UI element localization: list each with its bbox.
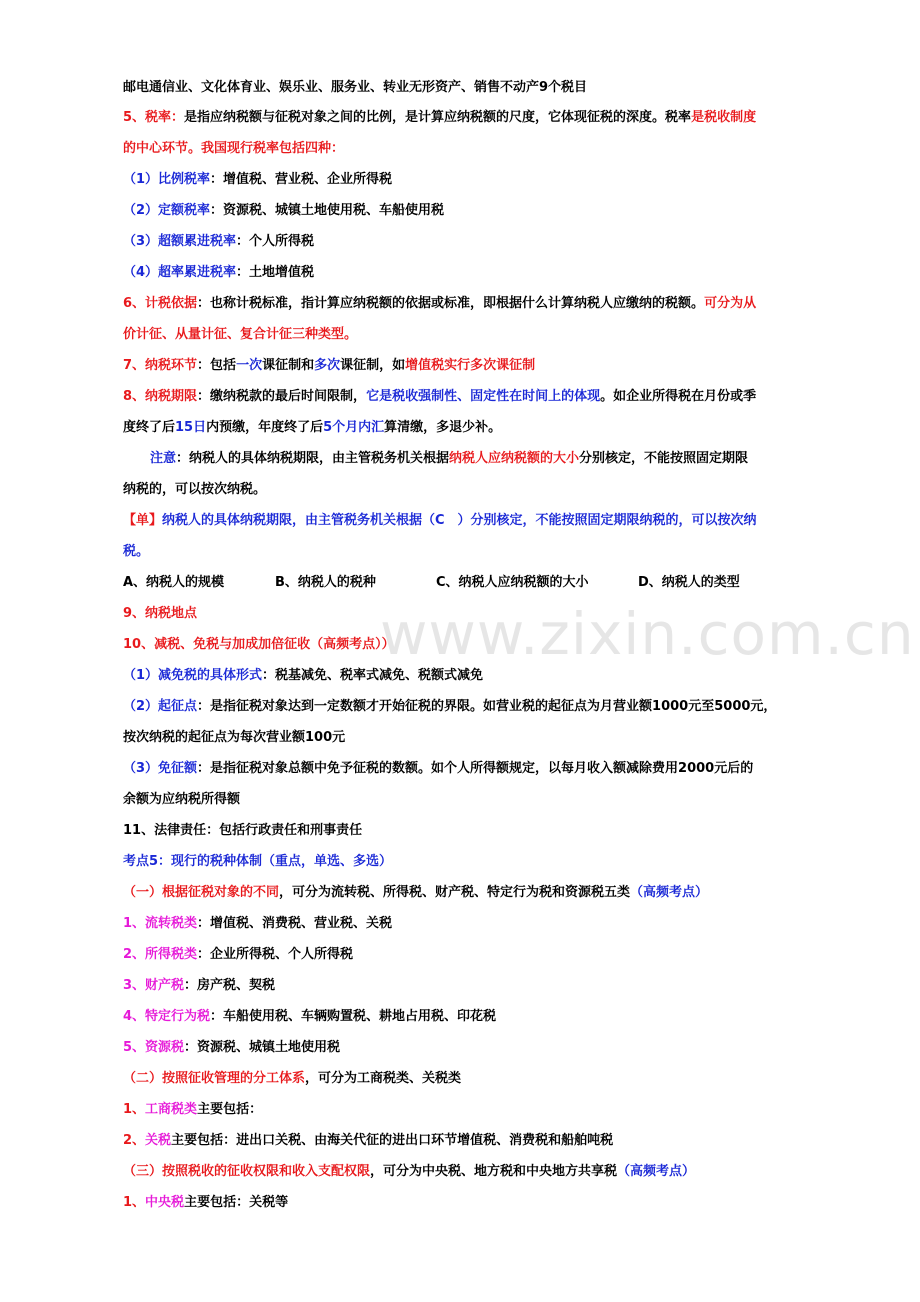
question-tag: 【单】 <box>123 513 163 528</box>
list-item <box>123 914 392 934</box>
tax-rate-line <box>123 108 756 128</box>
list-item <box>123 1007 496 1027</box>
item-text: ：车船使用税、车辆购置税、耕地占用税、印花税 <box>210 1009 497 1024</box>
text: ：包括 <box>197 358 237 373</box>
item-number: 2、 <box>123 1133 146 1148</box>
list-item <box>123 1193 288 1213</box>
text: ：纳税人的具体纳税期限，由主管税务机关根据 <box>176 451 450 466</box>
list-item <box>123 1038 340 1058</box>
item-label: （2）起征点 <box>123 699 198 714</box>
highlight: 15日 <box>175 420 207 435</box>
item-label: （2）定额税率 <box>123 203 211 218</box>
item-text: ：个人所得税 <box>236 234 315 249</box>
item-label: 4、特定行为税 <box>123 1009 211 1024</box>
category-heading <box>123 883 708 903</box>
option-b: B、纳税人的税种 <box>275 575 376 590</box>
item-label: 5、资源税 <box>123 1040 185 1055</box>
list-item <box>123 666 483 686</box>
highlight: （二）按照征收管理的分工体系 <box>123 1071 306 1086</box>
category-heading <box>123 1069 461 1089</box>
item-text: ：资源税、城镇土地使用税 <box>184 1040 341 1055</box>
highlight: 可分为从 <box>704 296 757 311</box>
text: 内预缴，年度终了后 <box>206 420 324 435</box>
text: ：缴纳税款的最后时间限制， <box>197 389 367 404</box>
text: 是指应纳税额与征税对象之间的比例，是计算应纳税额的尺度，它体现征税的深度。税率 <box>184 110 692 125</box>
list-item <box>123 945 353 965</box>
highlight: 是税收制度 <box>691 110 757 125</box>
list-item <box>123 759 753 779</box>
item-text: ：增值税、营业税、企业所得税 <box>210 172 393 187</box>
text-line: 11、法律责任：包括行政责任和刑事责任 <box>123 823 363 838</box>
text-line: 按次纳税的起征点为每次营业额100元 <box>123 730 346 745</box>
item-label: （3）免征额 <box>123 761 198 776</box>
highlight: 它是税收强制性、固定性在时间上的体现 <box>366 389 601 404</box>
item-label: 工商税类 <box>145 1102 198 1117</box>
heading: 8、纳税期限 <box>123 389 198 404</box>
text-line: 价计征、从量计征、复合计征三种类型。 <box>123 327 358 342</box>
item-label: （1）比例税率 <box>123 172 211 187</box>
item-label: （1）减免税的具体形式 <box>123 668 263 683</box>
item-text: ：房产税、契税 <box>184 978 276 993</box>
list-item <box>123 697 776 717</box>
item-text: 主要包括：进出口关税、由海关代征的进出口环节增值税、消费税和船舶吨税 <box>171 1133 614 1148</box>
highlight: （高频考点） <box>617 1164 696 1179</box>
text: ：也称计税标准，指计算应纳税额的依据或标准，即根据什么计算纳税人应缴纳的税额。 <box>197 296 705 311</box>
item-text: ：企业所得税、个人所得税 <box>197 947 354 962</box>
tax-basis-line <box>123 294 756 314</box>
highlight: （高频考点） <box>630 885 709 900</box>
text-line: 余额为应纳税所得额 <box>123 792 241 807</box>
item-label: 关税 <box>145 1133 172 1148</box>
watermark: www.zixin.com.cn <box>380 600 915 668</box>
text: ，可分为工商税类、关税类 <box>305 1071 462 1086</box>
category-heading <box>123 1162 695 1182</box>
note-line <box>150 449 748 469</box>
list-item <box>123 201 444 221</box>
section-heading: 10、减税、免税与加成加倍征收（高频考点）） <box>123 637 395 652</box>
item-text: ：是指征税对象总额中免予征税的数额。如个人所得额规定，以每月收入额减除费用2000元后的 <box>197 761 754 776</box>
list-item <box>123 263 314 283</box>
item-number: 1、 <box>123 1195 146 1210</box>
item-text: ：税基减免、税率式减免、税额式减免 <box>262 668 484 683</box>
text: 分别核定，不能按照固定期限 <box>579 451 749 466</box>
item-text: ：资源税、城镇土地使用税、车船使用税 <box>210 203 445 218</box>
list-item <box>123 976 275 996</box>
item-text: ：土地增值税 <box>236 265 315 280</box>
list-item <box>123 1131 613 1151</box>
highlight: 5个月内汇 <box>323 420 385 435</box>
text-line: 税。 <box>123 544 150 559</box>
highlight: 增值税实行多次课征制 <box>405 358 536 373</box>
item-label: 中央税 <box>145 1195 185 1210</box>
item-label: 1、流转税类 <box>123 916 198 931</box>
tax-period-line <box>123 387 756 407</box>
question-text: 纳税人的具体纳税期限，由主管税务机关根据（C ）分别核定，不能按照固定期限纳税的，可以按次纳 <box>162 513 757 528</box>
text: 度终了后 <box>123 420 176 435</box>
option-c: C、纳税人应纳税额的大小 <box>436 575 589 590</box>
list-item <box>123 232 314 252</box>
note-label: 注意 <box>150 451 177 466</box>
tax-stage-line <box>123 356 535 376</box>
item-text: 主要包括：关税等 <box>184 1195 289 1210</box>
text: ，可分为流转税、所得税、财产税、特定行为税和资源税五类 <box>279 885 631 900</box>
heading: 7、纳税环节 <box>123 358 198 373</box>
item-text: ：是指征税对象达到一定数额才开始征税的界限。如营业税的起征点为月营业额1000元至5000元， <box>197 699 777 714</box>
heading: 5、税率： <box>123 110 185 125</box>
section-heading: 考点5：现行的税种体制（重点，单选、多选） <box>123 854 393 869</box>
item-label: （3）超额累进税率 <box>123 234 237 249</box>
option-a: A、纳税人的规模 <box>123 575 225 590</box>
item-label: 3、财产税 <box>123 978 185 993</box>
item-text: 主要包括： <box>197 1102 263 1117</box>
highlight: 一次 <box>236 358 263 373</box>
highlight: （一）根据征税对象的不同 <box>123 885 280 900</box>
text: 。如企业所得税在月份或季 <box>600 389 757 404</box>
text-line: 邮电通信业、文化体育业、娱乐业、服务业、转业无形资产、销售不动产9个税目 <box>123 80 588 95</box>
item-number: 1、 <box>123 1102 146 1117</box>
list-item <box>123 1100 262 1120</box>
section-heading: 9、纳税地点 <box>123 606 198 621</box>
heading: 6、计税依据 <box>123 296 198 311</box>
text: 课征制和 <box>262 358 315 373</box>
item-text: ：增值税、消费税、营业税、关税 <box>197 916 393 931</box>
option-d: D、纳税人的类型 <box>638 575 740 590</box>
text-line: 纳税的，可以按次纳税。 <box>123 482 267 497</box>
highlight: 多次 <box>314 358 341 373</box>
item-label: 2、所得税类 <box>123 947 198 962</box>
text: 课征制，如 <box>340 358 406 373</box>
text: 算清缴，多退少补。 <box>384 420 502 435</box>
item-label: （4）超率累进税率 <box>123 265 237 280</box>
highlight: 纳税人应纳税额的大小 <box>449 451 580 466</box>
text-line: 的中心环节。我国现行税率包括四种： <box>123 141 345 156</box>
list-item <box>123 170 392 190</box>
text: ，可分为中央税、地方税和中央地方共享税 <box>370 1164 618 1179</box>
highlight: （三）按照税收的征收权限和收入支配权限 <box>123 1164 371 1179</box>
text-line <box>123 418 501 438</box>
question-line <box>123 511 757 531</box>
